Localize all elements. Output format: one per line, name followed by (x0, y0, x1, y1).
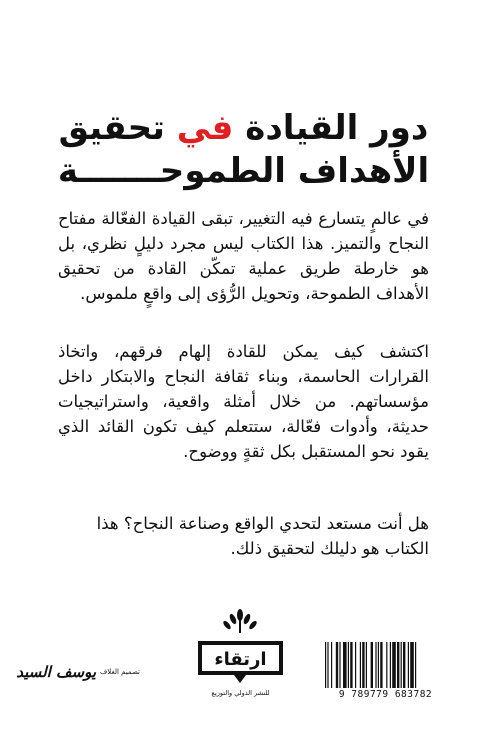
designer-signature: يوسف السيد (16, 663, 97, 681)
cover-designer-credit (16, 660, 140, 684)
isbn-barcode (317, 642, 454, 702)
title-dark-part: دور القيادة (245, 108, 429, 148)
title-line-2: الأهداف الطموحـــــــة (57, 150, 430, 191)
title-end-part: تحقيق (58, 108, 165, 148)
blurb-paragraph-2: اكتشف كيف يمكن للقادة إلهام فرقهم، واتخاذ القرارات الحاسمة، وبناء ثقافة النجاح والابتكار داخل مؤسساتهم. من خلال أمثلة واقعية، واستراتيجيات حديثة، وأدوات فعّالة، ستتعلم كيف تكون القائد الذي يقود نحو المستقبل بكل ثقةٍ ووضوح. (58, 342, 429, 461)
blurb-paragraph-3: هل أنت مستعد لتحدي الواقع وصناعة النجاح؟ هذا الكتاب هو دليلك لتحقيق ذلك. (96, 514, 429, 558)
publisher-logo (188, 609, 293, 709)
blurb-paragraph-1: في عالمٍ يتسارع فيه التغيير، تبقى القيادة الفعّالة مفتاح النجاح والتميز. هذا الكتاب ليس مجرد دليلٍ نظري، بل هو خارطة طريق عملية تمكّن القادة من تحقيق الأهداف الطموحة، وتحويل الرُّؤى إلى واقعٍ ملموس. (58, 209, 429, 303)
publisher-tagline: للنشر الدولي والتوزيع (211, 689, 270, 697)
publisher-logo-text: ارتقاء (214, 649, 267, 670)
barcode-bars (317, 642, 454, 688)
book-title (40, 108, 447, 192)
barcode-number: 9 789779 683782 (338, 689, 433, 700)
title-accent-word: في (176, 108, 234, 148)
title-line-1 (40, 108, 447, 149)
cover-design-label: تصميم الغلاف (100, 668, 140, 676)
